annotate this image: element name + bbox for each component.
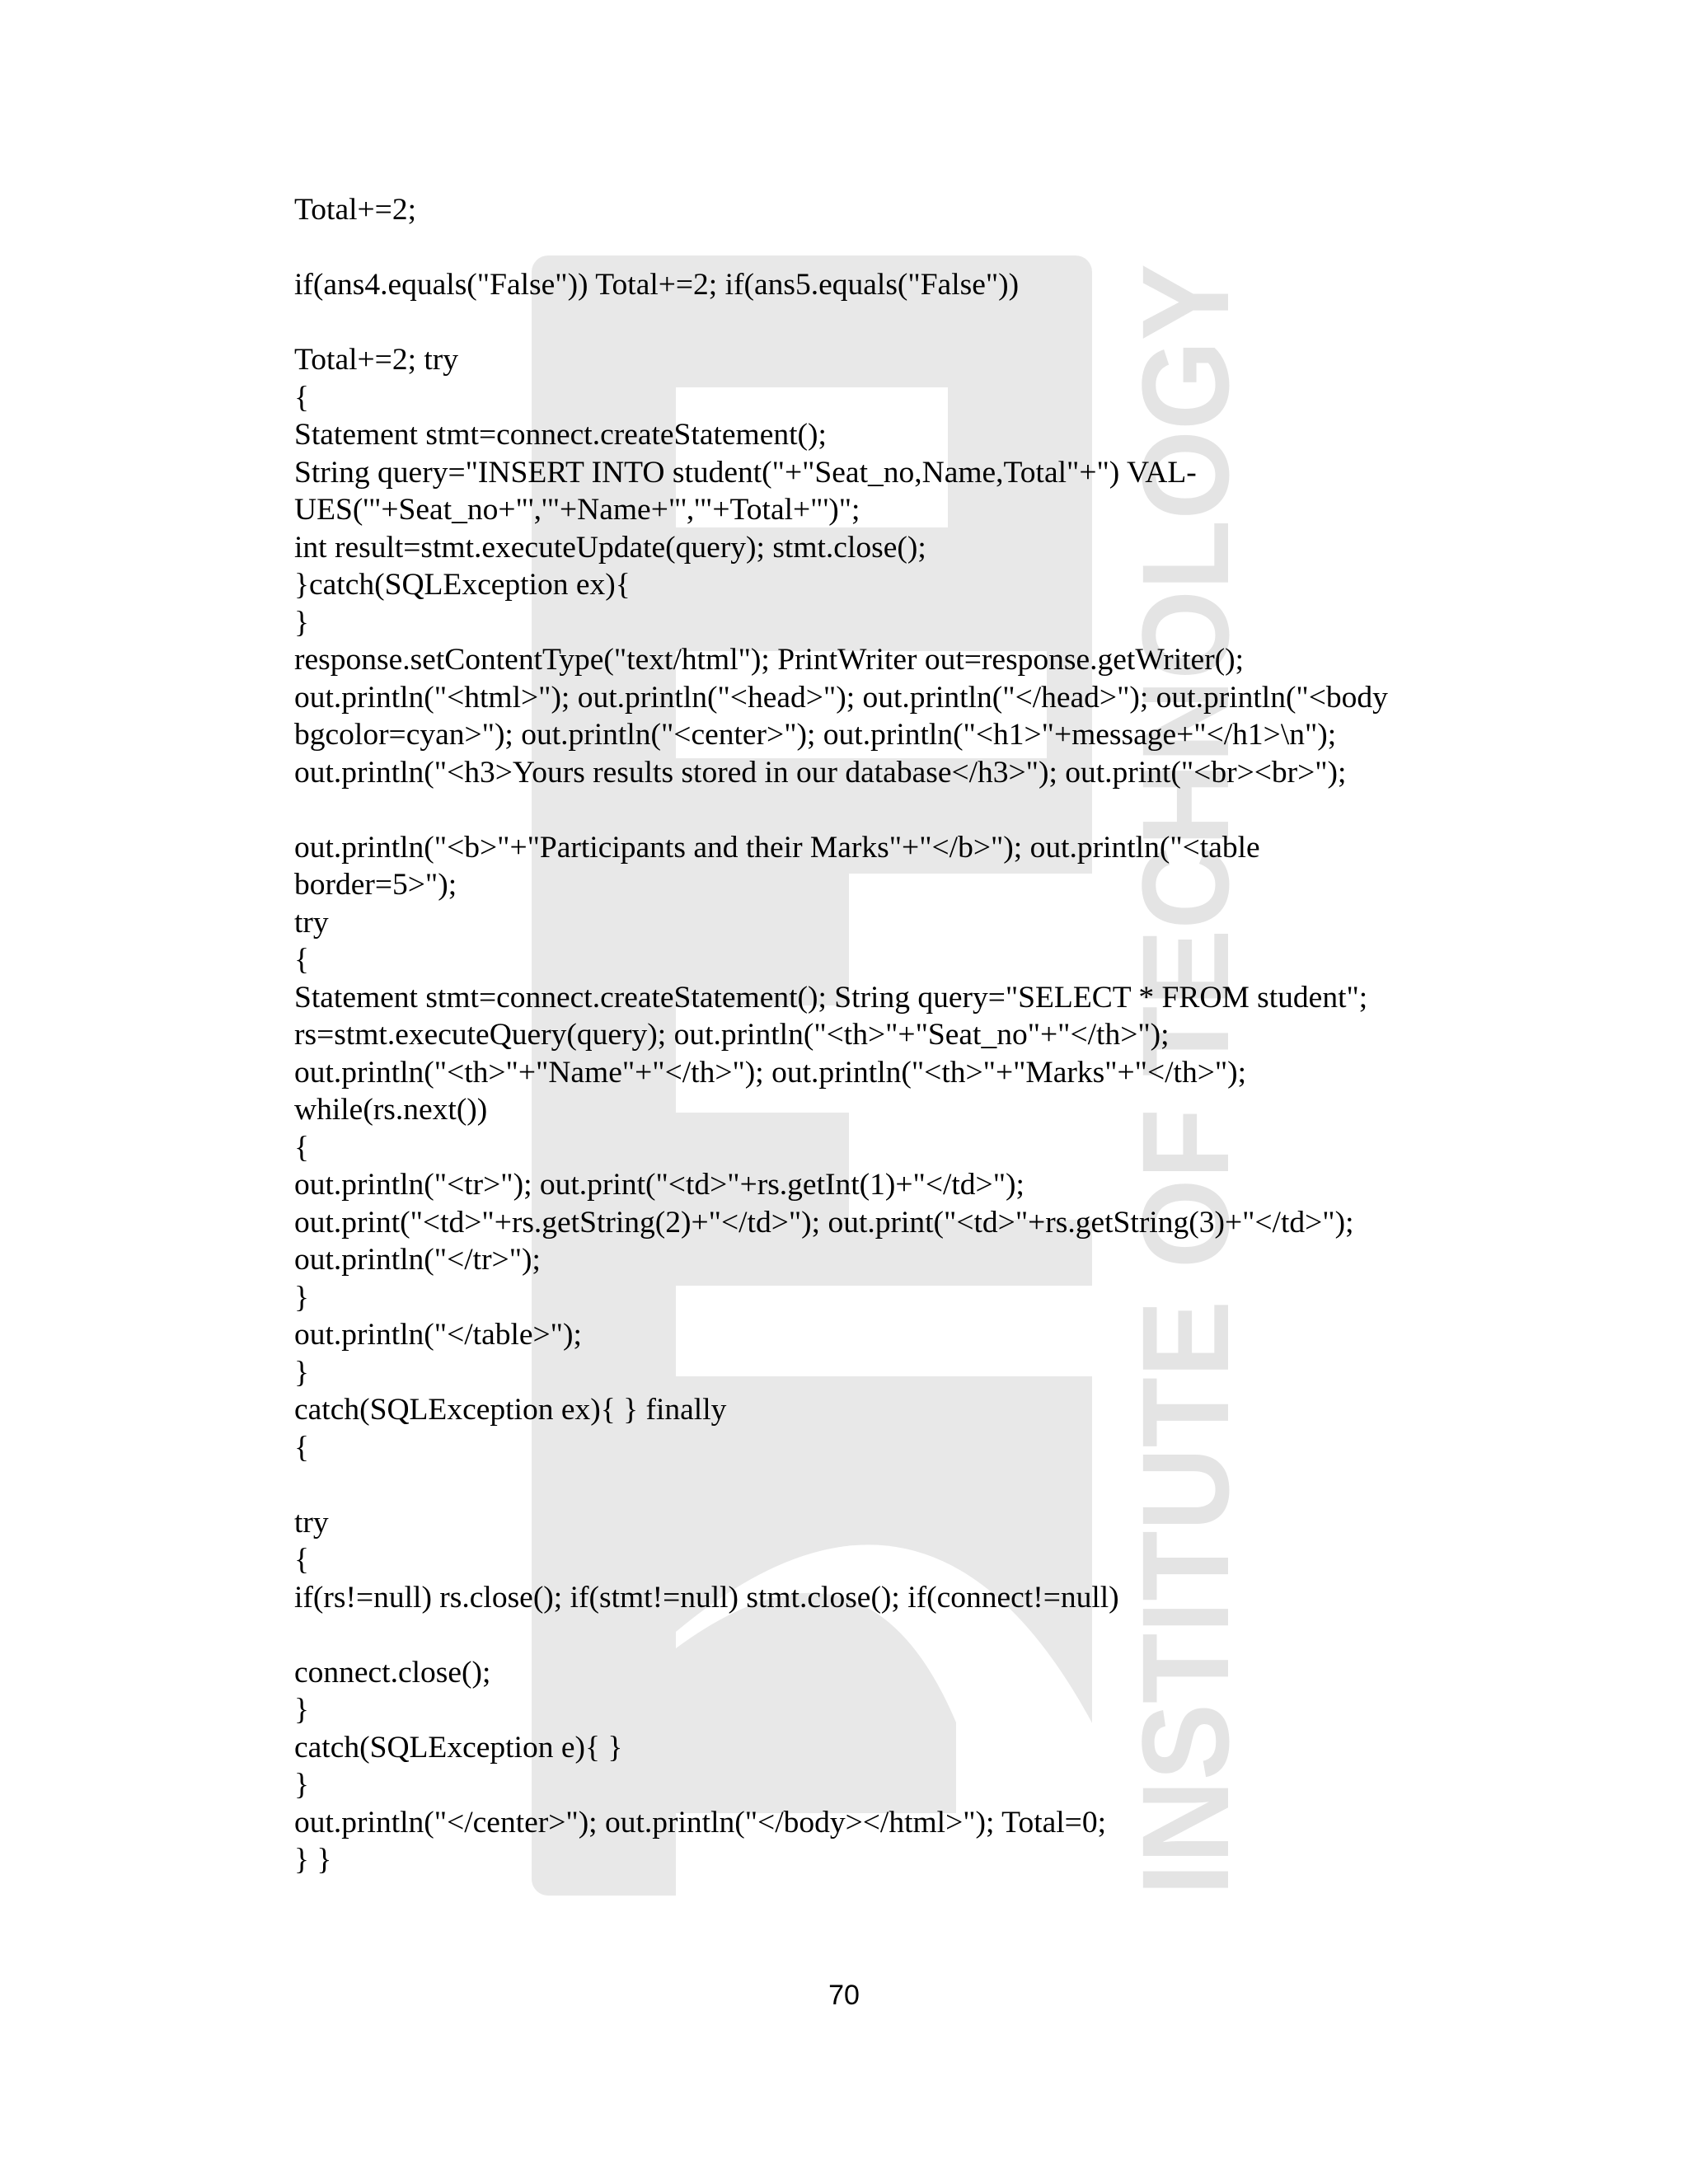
code-line: border=5>"); [294, 868, 457, 902]
blank-line [294, 1616, 1481, 1654]
code-line: bgcolor=cyan>"); out.println("<center>"); out.println("<h1>"+message+"</h1>\n"); [294, 718, 1337, 752]
code-line: connect.close(); [294, 1655, 491, 1690]
code-line: UES('"+Seat_no+"','"+Name+"','"+Total+"')"; [294, 493, 860, 527]
blank-line [294, 791, 1481, 829]
code-line: { [294, 1543, 309, 1577]
code-line: { [294, 380, 309, 415]
code-line: out.println("<h3>Yours results stored in our database</h3>"); out.print("<br><br>"); [294, 755, 1347, 790]
code-line: catch(SQLException ex){ } finally [294, 1393, 727, 1427]
code-line: } [294, 1355, 309, 1390]
code-line: String query="INSERT INTO student("+"Seat_no,Name,Total"+") VAL- [294, 455, 1197, 490]
code-line: if(rs!=null) rs.close(); if(stmt!=null) stmt.close(); if(connect!=null) [294, 1580, 1119, 1615]
code-line: int result=stmt.executeUpdate(query); stmt.close(); [294, 530, 926, 565]
code-line: } } [294, 1843, 332, 1877]
code-listing [294, 191, 1481, 1879]
code-line: if(ans4.equals("False")) Total+=2; if(ans5.equals("False")) [294, 268, 1020, 302]
code-line: Total+=2; [294, 193, 416, 227]
blank-line [294, 1466, 1481, 1504]
code-line: } [294, 605, 309, 640]
code-line: } [294, 1280, 309, 1315]
code-line: } [294, 1768, 309, 1802]
code-line: out.println("<th>"+"Name"+"</th>"); out.println("<th>"+"Marks"+"</th>"); [294, 1055, 1247, 1090]
code-line: out.println("<tr>"); out.print("<td>"+rs.getInt(1)+"</td>"); [294, 1168, 1025, 1202]
code-line: { [294, 1430, 309, 1465]
code-line: try [294, 1505, 329, 1540]
code-line: out.println("</tr>"); [294, 1243, 541, 1277]
code-line: try [294, 905, 329, 940]
code-line: response.setContentType("text/html"); PrintWriter out=response.getWriter(); [294, 643, 1245, 677]
code-line: { [294, 1130, 309, 1165]
code-line: }catch(SQLException ex){ [294, 568, 631, 602]
code-line: catch(SQLException e){ } [294, 1730, 623, 1765]
code-line: Statement stmt=connect.createStatement(); String query="SELECT * FROM student"; [294, 980, 1368, 1015]
code-line: { [294, 943, 309, 977]
code-line: while(rs.next()) [294, 1093, 488, 1127]
code-line: Total+=2; try [294, 343, 459, 377]
watermark-side-text: INSTITUTE OF TECHNOLOGY [1116, 144, 1254, 1896]
code-line: Statement stmt=connect.createStatement(); [294, 418, 827, 452]
code-line: } [294, 1693, 309, 1727]
code-line: out.println("<html>"); out.println("<head>"); out.println("</head>"); out.println("<body [294, 680, 1388, 715]
code-line: out.print("<td>"+rs.getString(2)+"</td>"); out.print("<td>"+rs.getString(3)+"</td>"); [294, 1205, 1354, 1240]
code-line: rs=stmt.executeQuery(query); out.println("<th>"+"Seat_no"+"</th>"); [294, 1018, 1170, 1052]
code-line: out.println("<b>"+"Participants and their Marks"+"</b>"); out.println("<table [294, 830, 1260, 865]
blank-line [294, 229, 1481, 267]
code-line: out.println("</table>"); [294, 1318, 582, 1352]
code-line: out.println("</center>"); out.println("</body></html>"); Total=0; [294, 1805, 1106, 1840]
page-number: 70 [828, 1980, 860, 2011]
blank-line [294, 304, 1481, 342]
